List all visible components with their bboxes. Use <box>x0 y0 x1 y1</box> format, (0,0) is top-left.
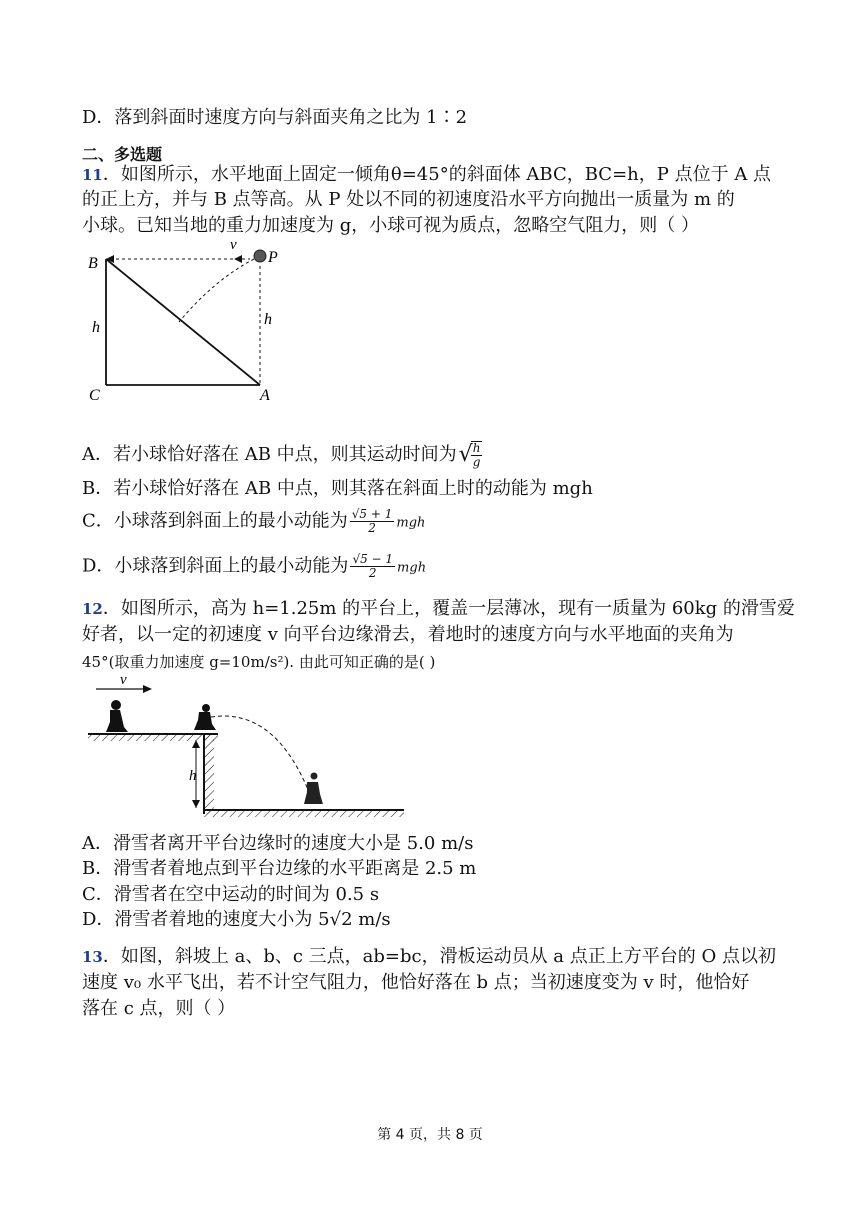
q11-option-d: D．小球落到斜面上的最小动能为 $\frac{√5 - 1}{2}$ mgh <box>82 552 427 580</box>
q11-side-ab <box>106 259 260 385</box>
q11-sqrt-sign: √ $\frac{h}{g}$ <box>458 441 481 469</box>
q13-line2: 速度 v₀ 水平飞出，若不计空气阻力，他恰好落在 b 点；当初速度变为 v 时，他恰好 <box>82 972 750 993</box>
q12-option-b: B．滑雪者着地点到平台边缘的水平距离是 2.5 m <box>82 858 477 879</box>
q12-text1: ．如图所示，高为 h=1.25m 的平台上，覆盖一层薄冰，现有一质量为 60kg 的滑雪爱 <box>102 598 795 619</box>
q11-d-fraction: $\frac{√5 - 1}{2}$ <box>352 552 394 580</box>
q12-line2: 好者，以一定的初速度 v 向平台边缘滑去，着地时的速度方向与水平地面的夹角为 <box>82 624 734 645</box>
q12-trajectory <box>211 716 311 797</box>
q11-option-c: C．小球落到斜面上的最小动能为 $\frac{√5 + 1}{2}$ mgh <box>82 507 426 535</box>
q13-text1: ．如图，斜坡上 a、b、c 三点，ab=bc，滑板运动员从 a 点正上方平台的 O 点以初 <box>102 946 776 967</box>
q11-trajectory <box>179 259 254 322</box>
q11-line1 <box>82 163 771 187</box>
section-title: 二、多选题 <box>82 145 163 164</box>
q11-label-h-left: h <box>92 319 100 336</box>
q11-option-a: A．若小球恰好落在 AB 中点，则其运动时间为√ $\frac{h}{g}$ <box>82 441 484 469</box>
q12-option-a: A．滑雪者离开平台边缘时的速度大小是 5.0 m/s <box>82 833 474 854</box>
prev-option-d: D．落到斜面时速度方向与斜面夹角之比为 1∶2 <box>82 107 468 128</box>
q11-label-c: C <box>89 387 100 404</box>
q11-ball <box>254 250 266 262</box>
q13-number: 13 <box>82 948 103 966</box>
q11-label-v: v <box>230 240 237 253</box>
q12-wall-hatch <box>204 734 214 814</box>
q12-option-d: D．滑雪者着地的速度大小为 5√2 m/s <box>82 909 391 930</box>
q11-number: 11 <box>82 166 103 184</box>
q12-option-c: C．滑雪者在空中运动的时间为 0.5 s <box>82 884 380 905</box>
q12-skier-landing <box>304 773 323 805</box>
q12-ground-hatch <box>204 810 404 817</box>
q12-label-h: h <box>189 768 197 784</box>
q11-text1: ．如图所示，水平地面上固定一倾角θ=45°的斜面体 ABC，BC=h，P 点位于 A 点 <box>102 164 772 185</box>
q11-line2: 的正上方，并与 B 点等高。从 P 处以不同的初速度沿水平方向抛出一质量为 m 的 <box>82 189 735 210</box>
q11-figure <box>84 240 284 405</box>
q12-line3: 45°(取重力加速度 g=10m/s²). 由此可知正确的是( ) <box>82 653 436 671</box>
q11-label-h-right: h <box>264 311 272 328</box>
q12-number: 12 <box>82 600 103 618</box>
q12-figure <box>86 672 426 822</box>
q11-option-b: B．若小球恰好落在 AB 中点，则其落在斜面上时的动能为 mgh <box>82 478 593 499</box>
q11-arrow-v <box>234 255 242 263</box>
q11-label-a: A <box>260 387 270 404</box>
q12-skier-start <box>106 700 128 732</box>
q11-label-b: B <box>88 255 98 272</box>
q11-line3: 小球。已知当地的重力加速度为 g，小球可视为质点，忽略空气阻力，则（ ） <box>82 215 699 236</box>
q11-label-p: P <box>268 249 278 266</box>
q12-label-v: v <box>120 672 127 688</box>
q13-line3: 落在 c 点，则（ ） <box>82 998 236 1019</box>
page-footer: 第 4 页，共 8 页 <box>377 1127 483 1143</box>
q12-platform-hatch <box>88 734 218 741</box>
q12-line1 <box>82 597 795 621</box>
q11-c-fraction: $\frac{√5 + 1}{2}$ <box>351 507 393 535</box>
q13-line1 <box>82 945 776 969</box>
